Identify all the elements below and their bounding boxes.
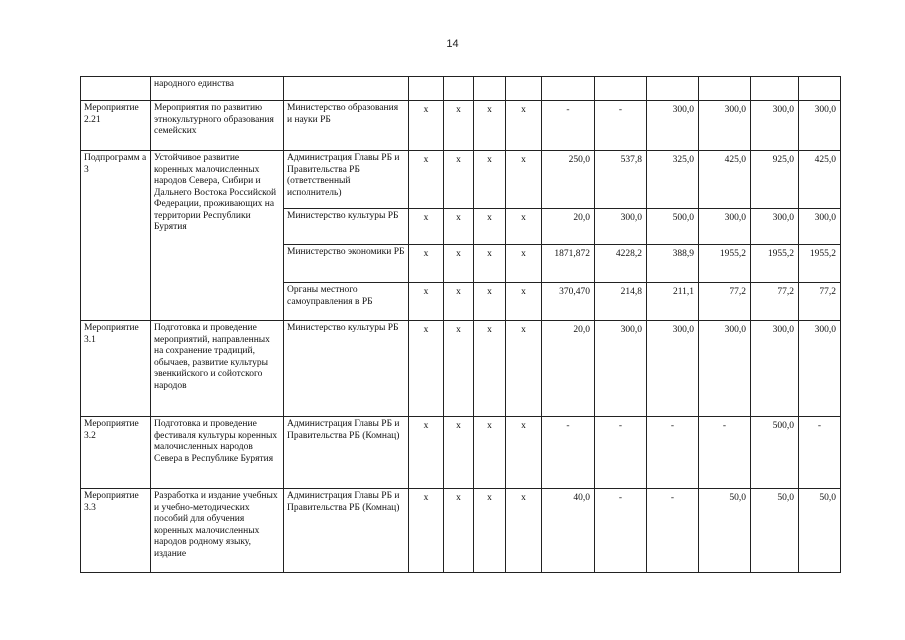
cell-executor: Администрация Главы РБ и Правительства РБ (Комнац) <box>284 489 409 573</box>
cell-code: Мероприятие 3.1 <box>81 321 151 417</box>
cell-value: x <box>409 101 444 151</box>
page-number: 14 <box>446 38 459 50</box>
cell-value: 214,8 <box>595 283 647 321</box>
cell-value: 300,0 <box>699 101 751 151</box>
cell-name: народного единства <box>151 77 284 101</box>
cell-value: 50,0 <box>699 489 751 573</box>
cell-value: x <box>506 489 542 573</box>
cell-value <box>506 77 542 101</box>
cell-value: x <box>409 417 444 489</box>
cell-value: 388,9 <box>647 245 699 283</box>
cell-value: 211,1 <box>647 283 699 321</box>
cell-value: - <box>595 489 647 573</box>
cell-value: 300,0 <box>699 321 751 417</box>
cell-value: 425,0 <box>699 151 751 209</box>
cell-value: x <box>444 101 474 151</box>
cell-value: 20,0 <box>542 321 595 417</box>
cell-value: 300,0 <box>647 101 699 151</box>
cell-executor: Министерство культуры РБ <box>284 209 409 245</box>
cell-value <box>699 77 751 101</box>
table-row <box>81 417 841 489</box>
cell-value: 300,0 <box>647 321 699 417</box>
cell-name: Разработка и издание учебных и учебно-методических пособий для обучения коренных малочисленных народов родному языку, издание <box>151 489 284 573</box>
cell-value: - <box>799 417 841 489</box>
cell-value: 537,8 <box>595 151 647 209</box>
cell-value <box>444 77 474 101</box>
table-row <box>81 151 841 209</box>
cell-value: x <box>444 209 474 245</box>
cell-value: x <box>444 489 474 573</box>
cell-value: 300,0 <box>799 101 841 151</box>
budget-table <box>80 76 841 573</box>
cell-name: Мероприятия по развитию этнокультурного образования семейских <box>151 101 284 151</box>
cell-value: 20,0 <box>542 209 595 245</box>
cell-value: x <box>409 321 444 417</box>
cell-executor <box>284 77 409 101</box>
cell-value: 77,2 <box>751 283 799 321</box>
cell-value: 300,0 <box>799 321 841 417</box>
cell-value: x <box>409 245 444 283</box>
cell-value: 77,2 <box>799 283 841 321</box>
cell-value: 425,0 <box>799 151 841 209</box>
cell-value: 300,0 <box>595 209 647 245</box>
cell-value: x <box>474 151 506 209</box>
cell-name: Подготовка и проведение фестиваля культуры коренных малочисленных народов Севера в Республике Бурятия <box>151 417 284 489</box>
cell-value <box>751 77 799 101</box>
cell-value: x <box>444 151 474 209</box>
cell-value <box>647 77 699 101</box>
cell-value: x <box>409 209 444 245</box>
cell-value <box>595 77 647 101</box>
cell-executor: Министерство образования и науки РБ <box>284 101 409 151</box>
cell-value: 500,0 <box>647 209 699 245</box>
cell-value: x <box>506 283 542 321</box>
cell-code <box>81 77 151 101</box>
cell-value: 325,0 <box>647 151 699 209</box>
cell-value: x <box>474 417 506 489</box>
cell-value: 300,0 <box>751 101 799 151</box>
cell-value: x <box>474 209 506 245</box>
cell-executor: Администрация Главы РБ и Правительства РБ (Комнац) <box>284 417 409 489</box>
cell-value: - <box>595 101 647 151</box>
cell-executor: Администрация Главы РБ и Правительства РБ (ответственный исполнитель) <box>284 151 409 209</box>
cell-value: - <box>647 489 699 573</box>
cell-executor: Министерство экономики РБ <box>284 245 409 283</box>
cell-value: x <box>444 283 474 321</box>
cell-executor: Органы местного самоуправления в РБ <box>284 283 409 321</box>
cell-value: x <box>506 245 542 283</box>
cell-value <box>542 77 595 101</box>
cell-value: 500,0 <box>751 417 799 489</box>
cell-executor: Министерство культуры РБ <box>284 321 409 417</box>
cell-value: x <box>474 101 506 151</box>
cell-value: x <box>444 321 474 417</box>
cell-value: 300,0 <box>699 209 751 245</box>
cell-code: Мероприятие 3.2 <box>81 417 151 489</box>
cell-value: 50,0 <box>751 489 799 573</box>
cell-value: x <box>506 417 542 489</box>
cell-value <box>409 77 444 101</box>
cell-value: 1955,2 <box>799 245 841 283</box>
cell-code: Мероприятие 2.21 <box>81 101 151 151</box>
cell-value: x <box>506 151 542 209</box>
table-row <box>81 321 841 417</box>
cell-code: Мероприятие 3.3 <box>81 489 151 573</box>
cell-value: 4228,2 <box>595 245 647 283</box>
cell-value: x <box>506 101 542 151</box>
cell-name: Подготовка и проведение мероприятий, направленных на сохранение традиций, обычаев, развитие культуры эвенкийского и сойотского народов <box>151 321 284 417</box>
cell-value <box>474 77 506 101</box>
cell-code: Подпрограмм а 3 <box>81 151 151 321</box>
cell-value: x <box>506 321 542 417</box>
cell-value: x <box>474 489 506 573</box>
table-row <box>81 77 841 101</box>
cell-value: x <box>506 209 542 245</box>
cell-value: 300,0 <box>799 209 841 245</box>
table-row <box>81 489 841 573</box>
cell-value: 370,470 <box>542 283 595 321</box>
cell-value: 1871,872 <box>542 245 595 283</box>
cell-value <box>799 77 841 101</box>
cell-value: 300,0 <box>751 321 799 417</box>
cell-value: x <box>409 489 444 573</box>
cell-name: Устойчивое развитие коренных малочисленных народов Севера, Сибири и Дальнего Востока Российской Федерации, проживающих на территории Республики Бурятия <box>151 151 284 321</box>
cell-value: - <box>542 101 595 151</box>
cell-value: 925,0 <box>751 151 799 209</box>
cell-value: 40,0 <box>542 489 595 573</box>
cell-value: 300,0 <box>751 209 799 245</box>
cell-value: - <box>699 417 751 489</box>
cell-value: - <box>595 417 647 489</box>
cell-value: 250,0 <box>542 151 595 209</box>
cell-value: x <box>474 321 506 417</box>
cell-value: 1955,2 <box>751 245 799 283</box>
cell-value: x <box>409 151 444 209</box>
table-row <box>81 101 841 151</box>
cell-value: 77,2 <box>699 283 751 321</box>
cell-value: x <box>444 245 474 283</box>
cell-value: - <box>647 417 699 489</box>
cell-value: x <box>444 417 474 489</box>
cell-value: - <box>542 417 595 489</box>
cell-value: 300,0 <box>595 321 647 417</box>
cell-value: 50,0 <box>799 489 841 573</box>
cell-value: x <box>474 283 506 321</box>
cell-value: 1955,2 <box>699 245 751 283</box>
cell-value: x <box>409 283 444 321</box>
cell-value: x <box>474 245 506 283</box>
